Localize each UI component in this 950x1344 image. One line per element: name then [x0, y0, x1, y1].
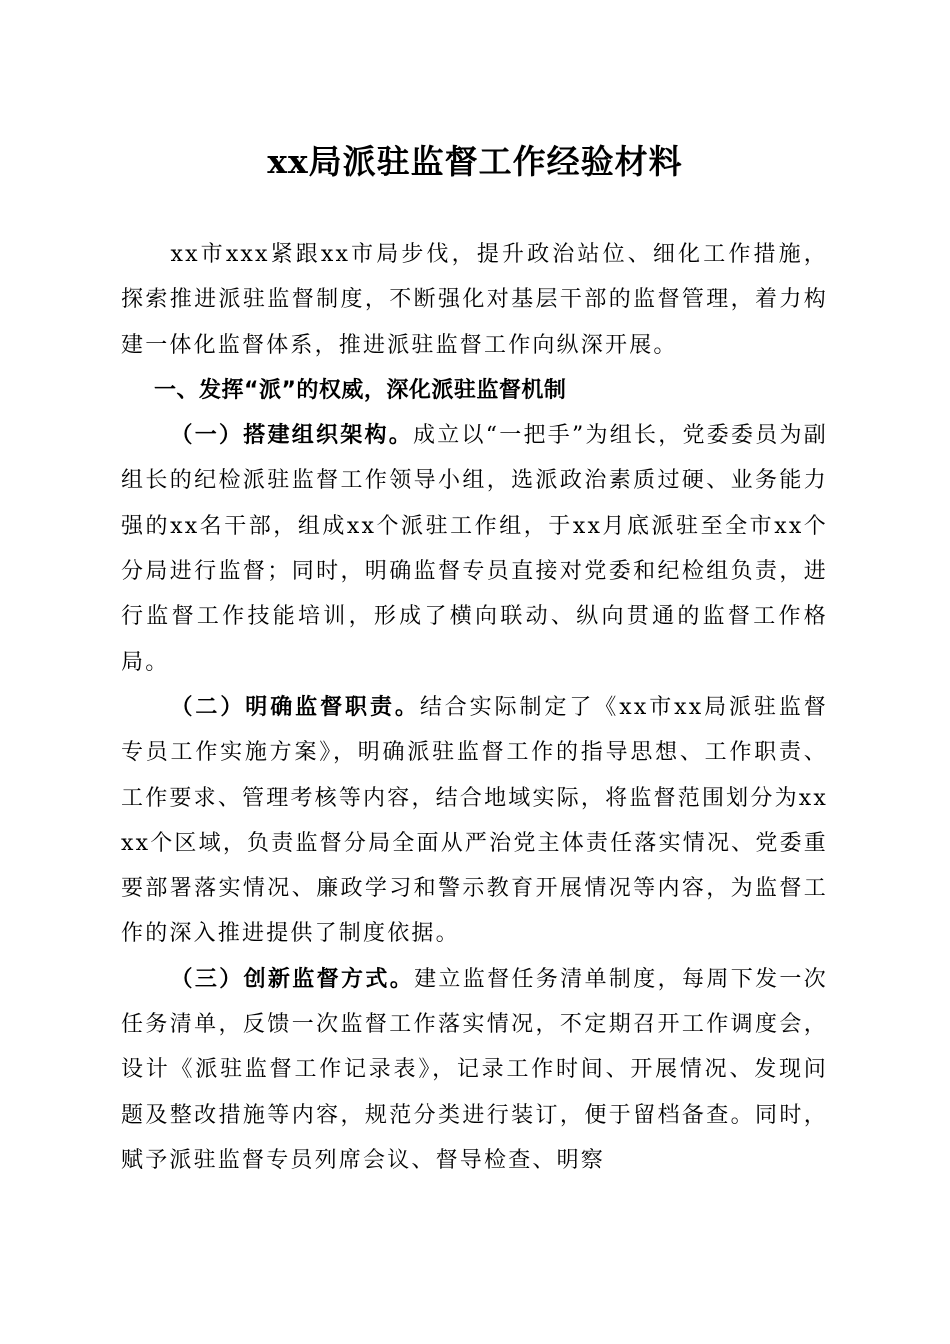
document-title: xx局派驻监督工作经验材料: [267, 142, 683, 181]
item-lead-2: （二）明确监督职责。: [170, 693, 420, 720]
section-heading: 一、发挥“派”的权威，深化派驻监督机制: [154, 377, 567, 403]
item-paragraph-2: [121, 685, 828, 957]
item-text-1: 成立以“一把手”为组长，党委委员为副组长的纪检派驻监督工作领导小组，选派政治素质过硬、业务能力强的xx名干部，组成xx个派驻工作组，于xx月底派驻至全市xx个分局进行监督；同时，明确监督专员直接对党委和纪检组负责，进行监督工作技能培训，形成了横向联动、纵向贯通的监督工作格局。: [121, 423, 828, 675]
intro-paragraph: xx市xxx紧跟xx市局步伐，提升政治站位、细化工作措施，探索推进派驻监督制度，不断强化对基层干部的监督管理，着力构建一体化监督体系，推进派驻监督工作向纵深开展。: [121, 242, 828, 358]
item-text-2: 结合实际制定了《xx市xx局派驻监督专员工作实施方案》，明确派驻监督工作的指导思想、工作职责、工作要求、管理考核等内容，结合地域实际，将监督范围划分为xxxx个区域，负责监督分局全面从严治党主体责任落实情况、党委重要部署落实情况、廉政学习和警示教育开展情况等内容，为监督工作的深入推进提供了制度依据。: [121, 694, 828, 947]
item-paragraph-1: [121, 413, 828, 685]
item-lead-3: （三）创新监督方式。: [170, 965, 415, 992]
item-lead-1: （一）搭建组织架构。: [170, 422, 414, 449]
item-text-3: 建立监督任务清单制度，每周下发一次任务清单，反馈一次监督工作落实情况，不定期召开工作调度会，设计《派驻监督工作记录表》，记录工作时间、开展情况、发现问题及整改措施等内容，规范分类进行装订，便于留档备查。同时，赋予派驻监督专员列席会议、督导检查、明察: [121, 966, 828, 1173]
item-paragraph-3: [121, 957, 828, 1183]
document-body: [121, 232, 828, 1183]
